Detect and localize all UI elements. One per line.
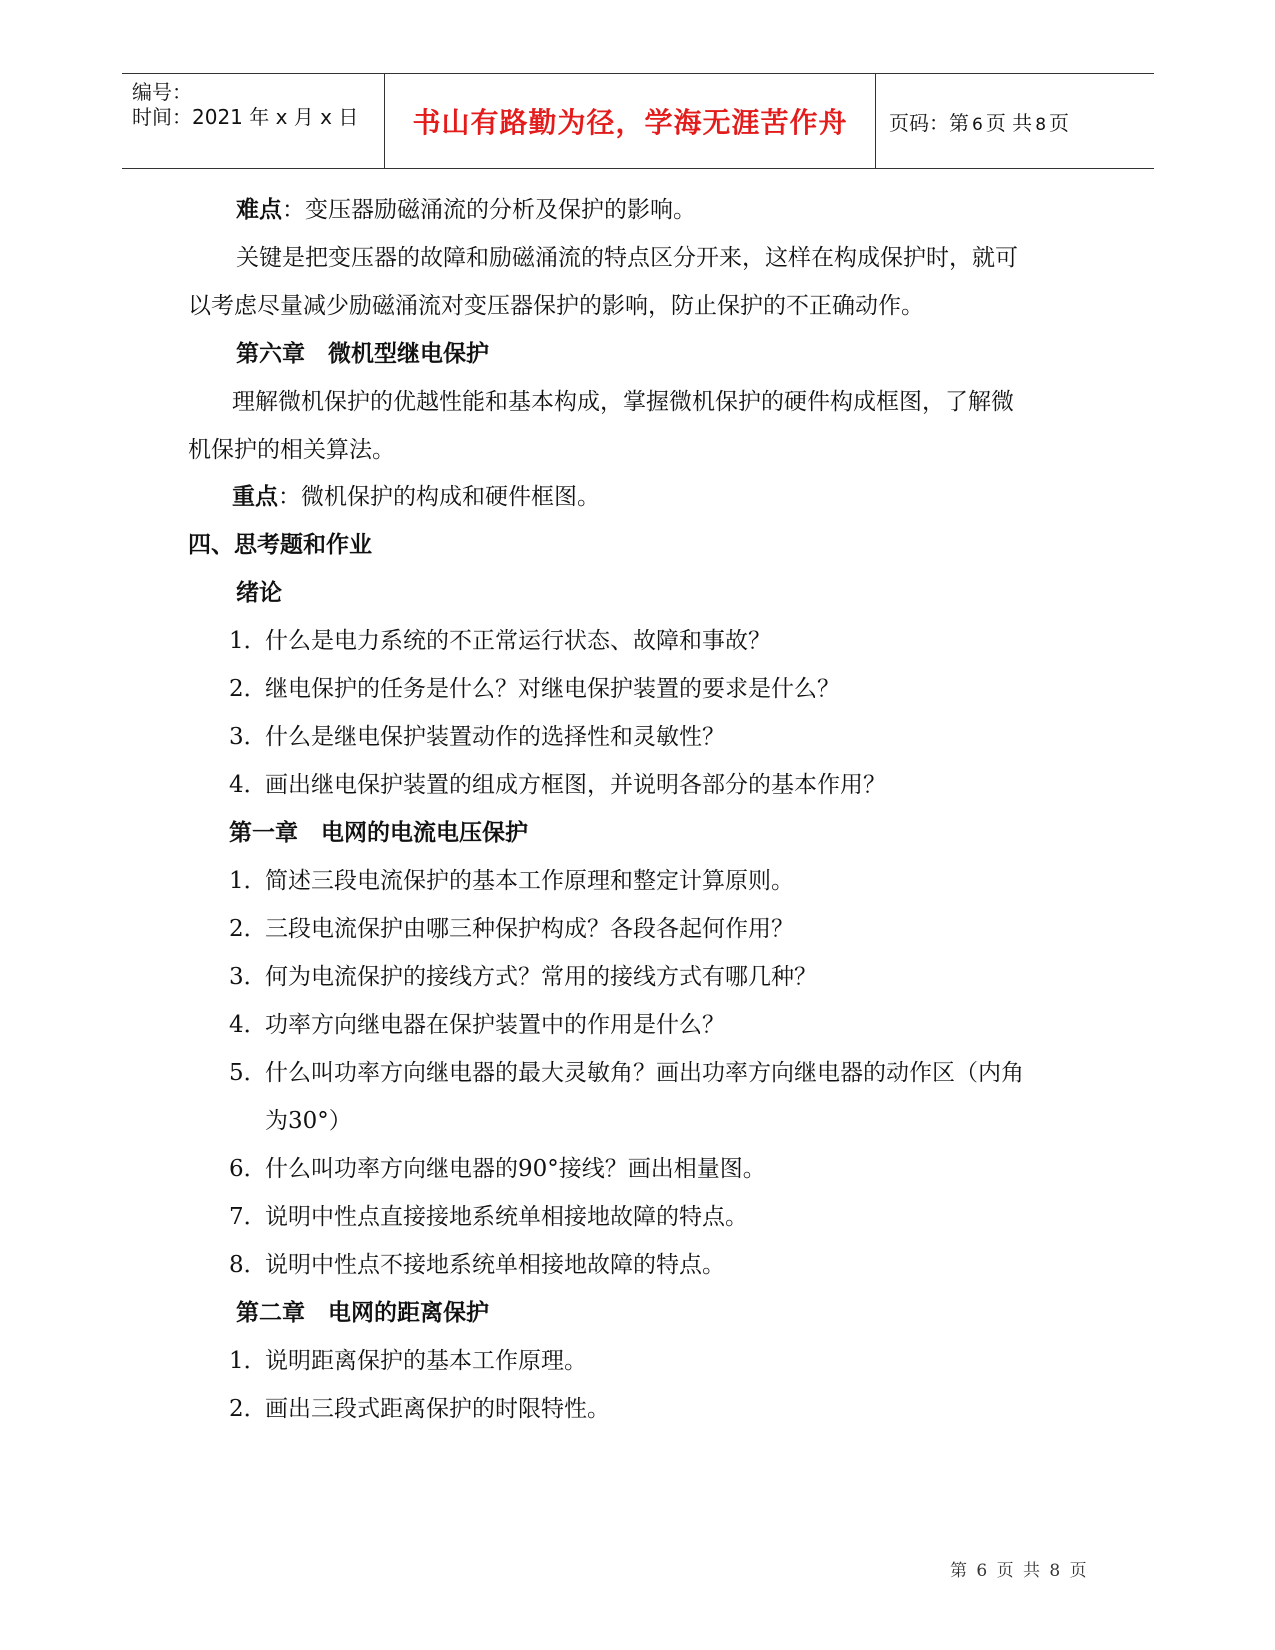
- document-header: [122, 73, 1154, 169]
- list-item: 2．画出三段式距离保护的时限特性。: [229, 1396, 610, 1422]
- chapter-6-paragraph-line-2: 机保护的相关算法。: [188, 437, 395, 463]
- key-paragraph-line-2: 以考虑尽量减少励磁涌流对变压器保护的影响，防止保护的不正确动作。: [188, 293, 924, 319]
- header-motto-cell: [384, 74, 876, 168]
- list-item: 2．三段电流保护由哪三种保护构成？各段各起何作用？: [229, 916, 794, 942]
- header-page-cell: [875, 74, 1154, 168]
- list-item: 4．画出继电保护装置的组成方框图，并说明各部分的基本作用？: [229, 772, 886, 798]
- list-item: 1．什么是电力系统的不正常运行状态、故障和事故？: [229, 628, 771, 654]
- difficulty-label: 难点: [236, 197, 282, 223]
- list-item-continuation: 为30°）: [265, 1108, 352, 1134]
- list-item: 6．什么叫功率方向继电器的90°接线？画出相量图。: [229, 1156, 766, 1182]
- list-item: 1．说明距离保护的基本工作原理。: [229, 1348, 587, 1374]
- key-paragraph-line-1: 关键是把变压器的故障和励磁涌流的特点区分开来，这样在构成保护时，就可: [236, 245, 1018, 271]
- document-time-label: 时间：2021 年 x 月 x 日: [132, 105, 359, 129]
- difficulty-paragraph: [236, 195, 696, 225]
- list-item: 8．说明中性点不接地系统单相接地故障的特点。: [229, 1252, 725, 1278]
- list-item: 3．何为电流保护的接线方式？常用的接线方式有哪几种？: [229, 964, 817, 990]
- list-item: 4．功率方向继电器在保护装置中的作用是什么？: [229, 1012, 725, 1038]
- motto: 书山有路勤为径，学海无涯苦作舟: [412, 106, 848, 139]
- focus-text: ：微机保护的构成和硬件框图。: [278, 484, 600, 510]
- document-number-label: 编号：: [132, 80, 192, 104]
- page-footer: 第 6 页 共 8 页: [950, 1561, 1089, 1581]
- list-item: 2．继电保护的任务是什么？对继电保护装置的要求是什么？: [229, 676, 840, 702]
- header-left-cell: [122, 74, 384, 168]
- list-item: 3．什么是继电保护装置动作的选择性和灵敏性？: [229, 724, 725, 750]
- difficulty-text: ：变压器励磁涌流的分析及保护的影响。: [282, 197, 696, 223]
- focus-paragraph: [232, 482, 600, 512]
- list-item: 7．说明中性点直接接地系统单相接地故障的特点。: [229, 1204, 748, 1230]
- focus-label: 重点: [232, 484, 278, 510]
- list-item: 1．简述三段电流保护的基本工作原理和整定计算原则。: [229, 868, 794, 894]
- section-4-heading: 四、思考题和作业: [188, 532, 372, 558]
- header-page-number: 页码：第 6 页 共 8 页: [889, 110, 1070, 135]
- introduction-heading: 绪论: [236, 580, 282, 606]
- chapter-2-heading: 第二章 电网的距离保护: [236, 1300, 489, 1326]
- chapter-6-paragraph-line-1: 理解微机保护的优越性能和基本构成，掌握微机保护的硬件构成框图，了解微: [232, 389, 1014, 415]
- chapter-1-heading: 第一章 电网的电流电压保护: [229, 820, 528, 846]
- chapter-6-heading: 第六章 微机型继电保护: [236, 341, 489, 367]
- list-item: 5．什么叫功率方向继电器的最大灵敏角？画出功率方向继电器的动作区（内角: [229, 1060, 1024, 1086]
